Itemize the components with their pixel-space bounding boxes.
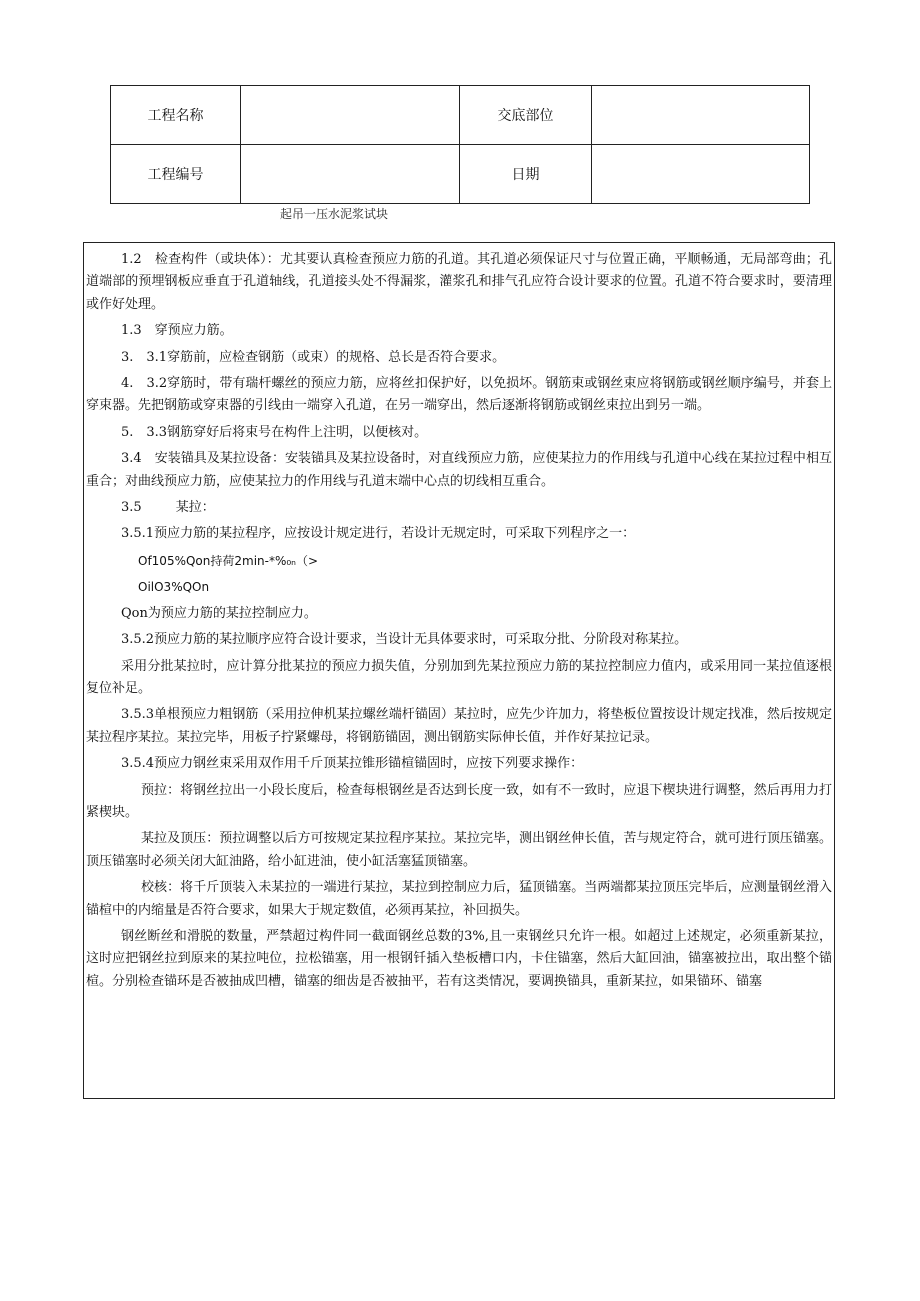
header-row-2 xyxy=(111,145,810,204)
project-name-value xyxy=(241,86,460,145)
paragraph-3-4: 3.4 安装锚具及某拉设备：安装锚具及某拉设备时，对直线预应力筋，应使某拉力的作用线与孔道中心线在某拉过程中相互重合；对曲线预应力筋，应使某拉力的作用线与孔道末端中心点的切线相互重合。 xyxy=(86,451,832,489)
project-name-label: 工程名称 xyxy=(111,86,241,145)
section-number: 3.5 xyxy=(121,500,142,516)
paragraph-wire-break: 钢丝断丝和滑脱的数量，严禁超过构件同一截面钢丝总数的3%,且一束钢丝只允许一根。如超过上述规定，必须重新某拉，这时应把钢丝拉到原来的某拉吨位，拉松锚塞，用一根钢钎插入垫板槽口内，卡住锚塞，然后大缸回油，锚塞被拉出，取出整个锚楦。分别检查锚环是否被抽成凹槽，锚塞的细齿是否被抽平，若有这类情况，要调换锚具，重新某拉，如果锚环、锚塞 xyxy=(86,928,832,989)
header-table xyxy=(110,85,810,204)
paragraph-1-2: 1.2 检查构件（或块体）：尤其要认真检查预应力筋的孔道。其孔道必须保证尺寸与位置正确，平顺畅通，无局部弯曲；孔道端部的预埋钢板应垂直于孔道轴线，孔道接头处不得漏浆，灌浆孔和排气孔应符合设计要求的位置。孔道不符合要求时，要清理或作好处理。 xyxy=(86,252,832,312)
paragraph-3-5-2: 3.5.2预应力筋的某拉顺序应符合设计要求，当设计无具体要求时，可采取分批、分阶段对称某拉。 xyxy=(121,632,688,648)
paragraph-3-5-4: 3.5.4预应力钢丝束采用双作用千斤顶某拉锥形锚楦锚固时，应按下列要求操作： xyxy=(121,756,584,772)
content-box xyxy=(83,242,835,1099)
formula-1: Of105%Qon持荷2min-*%₀ₙ（> xyxy=(138,553,319,568)
date-value xyxy=(592,145,810,204)
paragraph-tension-press: 某拉及顶压：预拉调整以后方可按规定某拉程序某拉。某拉完毕，测出钢丝伸长值，苦与规定符合，就可进行顶压锚塞。顶压锚塞时必须关闭大缸油路，给小缸进油，使小缸活塞猛顶锚塞。 xyxy=(86,831,832,869)
location-label: 交底部位 xyxy=(460,86,592,145)
section-title: 某拉： xyxy=(175,500,215,516)
paragraph-batch: 采用分批某拉时，应计算分批某拉的预应力损失值，分别加到先某拉预应力筋的某拉控制应力值内，或采用同一某拉值逐根复位补足。 xyxy=(86,658,832,696)
paragraph-qon: Qon为预应力筋的某拉控制应力。 xyxy=(121,605,317,621)
formula-2: OilO3%QOn xyxy=(138,580,210,595)
header-row-1 xyxy=(111,86,810,145)
date-label: 日期 xyxy=(460,145,592,204)
paragraph-prestretch: 预拉：将钢丝拉出一小段长度后，检查每根钢丝是否达到长度一致，如有不一致时，应退下楔块进行调整，然后再用力打紧楔块。 xyxy=(86,782,832,820)
project-number-value xyxy=(241,145,460,204)
paragraph-3-1: 3. 3.1穿筋前，应检查钢筋（或束）的规格、总长是否符合要求。 xyxy=(121,349,506,365)
table-caption: 起吊一压水泥浆试块 xyxy=(280,207,389,221)
paragraph-3-5 xyxy=(86,497,832,519)
paragraph-3-5-1: 3.5.1预应力筋的某拉程序，应按设计规定进行，若设计无规定时，可采取下列程序之一： xyxy=(121,526,636,542)
paragraph-check: 校核：将千斤顶装入未某拉的一端进行某拉，某拉到控制应力后，猛顶锚塞。当两端都某拉顶压完毕后，应测量钢丝滑入锚楦中的内缩量是否符合要求，如果大于规定数值，必须再某拉，补回损失。 xyxy=(86,880,832,918)
paragraph-3-5-3: 3.5.3单根预应力粗钢筋（采用拉伸机某拉螺丝端杆锚固）某拉时，应先少许加力，将垫板位置按设计规定找准，然后按规定某拉程序某拉。某拉完毕，用板子拧紧螺母，将钢筋锚固，测出钢筋实际伸长值，并作好某拉记录。 xyxy=(86,707,832,745)
project-number-label: 工程编号 xyxy=(111,145,241,204)
location-value xyxy=(592,86,810,145)
paragraph-3-3: 5. 3.3钢筋穿好后将束号在构件上注明，以便核对。 xyxy=(121,424,428,440)
paragraph-3-2: 4. 3.2穿筋时，带有瑞杆螺丝的预应力筋，应将丝扣保护好，以免损坏。钢筋束或钢丝束应将钢筋或钢丝顺序编号，并套上穿束器。先把钢筋或穿束器的引线由一端穿入孔道，在另一端穿出，然后逐渐将钢筋或钢丝束拉出到另一端。 xyxy=(86,376,832,414)
paragraph-1-3: 1.3 穿预应力筋。 xyxy=(121,323,233,339)
